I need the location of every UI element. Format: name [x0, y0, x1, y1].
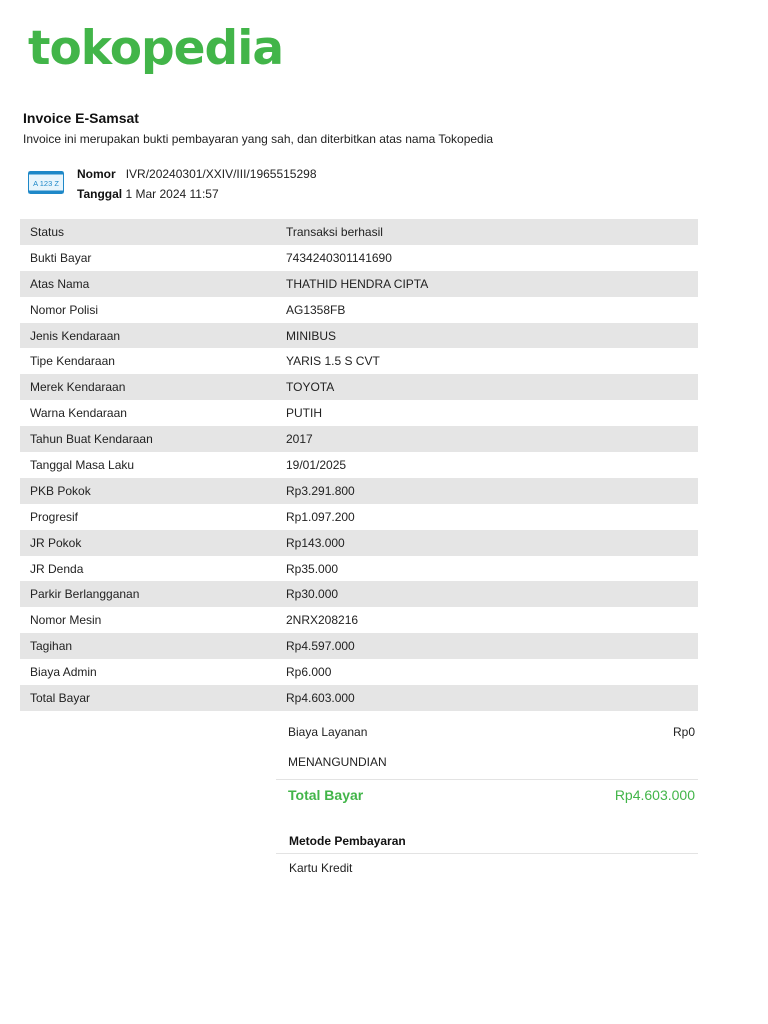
row-label: Jenis Kendaraan — [30, 328, 121, 343]
row-value: THATHID HENDRA CIPTA — [286, 276, 429, 291]
row-label: Nomor Polisi — [30, 302, 99, 317]
table-row — [20, 374, 698, 400]
tanggal-value: 1 Mar 2024 11:57 — [125, 187, 219, 201]
row-label: JR Pokok — [30, 535, 82, 550]
table-row — [20, 685, 698, 711]
row-value: 2NRX208216 — [286, 613, 359, 628]
row-value: Rp35.000 — [286, 561, 339, 576]
row-label: Atas Nama — [30, 276, 90, 291]
table-row — [20, 323, 698, 349]
row-label: PKB Pokok — [30, 483, 91, 498]
row-label: Status — [30, 224, 65, 239]
row-value: Rp30.000 — [286, 587, 339, 602]
table-row — [20, 297, 698, 323]
tanggal-label: Tanggal — [77, 187, 123, 201]
row-value: 19/01/2025 — [286, 457, 347, 472]
invoice-detail-table — [20, 219, 698, 711]
invoice-date-line — [77, 187, 219, 201]
row-value: PUTIH — [286, 406, 322, 421]
promo-code: MENANGUNDIAN — [288, 755, 387, 769]
payment-divider — [276, 853, 698, 854]
table-row — [20, 556, 698, 582]
table-row — [20, 633, 698, 659]
service-fee-line — [288, 725, 695, 739]
table-row — [20, 530, 698, 556]
row-value: Rp4.597.000 — [286, 639, 355, 654]
row-value: YARIS 1.5 S CVT — [286, 354, 380, 369]
row-label: Progresif — [30, 509, 79, 524]
tokopedia-logo: tokopedia — [28, 21, 284, 76]
total-value: Rp4.603.000 — [614, 787, 695, 803]
service-fee-label: Biaya Layanan — [288, 725, 368, 739]
table-row — [20, 271, 698, 297]
nomor-label: Nomor — [77, 167, 116, 181]
table-row — [20, 581, 698, 607]
table-row — [20, 219, 698, 245]
row-value: Rp1.097.200 — [286, 509, 355, 524]
row-value: 2017 — [286, 432, 313, 447]
row-label: Tipe Kendaraan — [30, 354, 115, 369]
table-row — [20, 452, 698, 478]
table-row — [20, 426, 698, 452]
row-label: Total Bayar — [30, 690, 91, 705]
row-label: Parkir Berlangganan — [30, 587, 140, 602]
table-row — [20, 400, 698, 426]
table-row — [20, 504, 698, 530]
row-label: Tanggal Masa Laku — [30, 457, 135, 472]
payment-method-title: Metode Pembayaran — [289, 834, 406, 848]
table-row — [20, 659, 698, 685]
row-value: AG1358FB — [286, 302, 346, 317]
total-label: Total Bayar — [288, 787, 364, 803]
invoice-subtitle: Invoice ini merupakan bukti pembayaran yang sah, dan diterbitkan atas nama Tokopedia — [23, 132, 494, 146]
promo-code-line — [288, 755, 695, 769]
row-value: 7434240301141690 — [286, 250, 392, 265]
table-row — [20, 348, 698, 374]
row-value: MINIBUS — [286, 328, 337, 343]
row-label: Tagihan — [30, 639, 73, 654]
plate-text: A 123 Z — [33, 178, 59, 188]
nomor-value: IVR/20240301/XXIV/III/1965515298 — [125, 167, 317, 181]
row-value: Rp6.000 — [286, 665, 332, 680]
license-plate-icon — [28, 171, 64, 194]
invoice-number-line — [77, 167, 317, 181]
row-label: JR Denda — [30, 561, 84, 576]
row-label: Warna Kendaraan — [30, 406, 127, 421]
row-label: Biaya Admin — [30, 665, 97, 680]
table-row — [20, 478, 698, 504]
table-row — [20, 607, 698, 633]
invoice-title: Invoice E-Samsat — [23, 110, 139, 126]
row-label: Nomor Mesin — [30, 613, 102, 628]
total-line — [288, 787, 695, 803]
row-value: Rp3.291.800 — [286, 483, 355, 498]
summary-divider — [276, 779, 698, 780]
row-label: Tahun Buat Kendaraan — [30, 432, 153, 447]
row-label: Merek Kendaraan — [30, 380, 126, 395]
table-row — [20, 245, 698, 271]
row-value: Rp4.603.000 — [286, 690, 355, 705]
row-value: Transaksi berhasil — [286, 224, 383, 239]
row-label: Bukti Bayar — [30, 250, 92, 265]
row-value: TOYOTA — [286, 380, 335, 395]
service-fee-value: Rp0 — [672, 725, 695, 739]
payment-method-value: Kartu Kredit — [289, 861, 353, 875]
row-value: Rp143.000 — [286, 535, 345, 550]
